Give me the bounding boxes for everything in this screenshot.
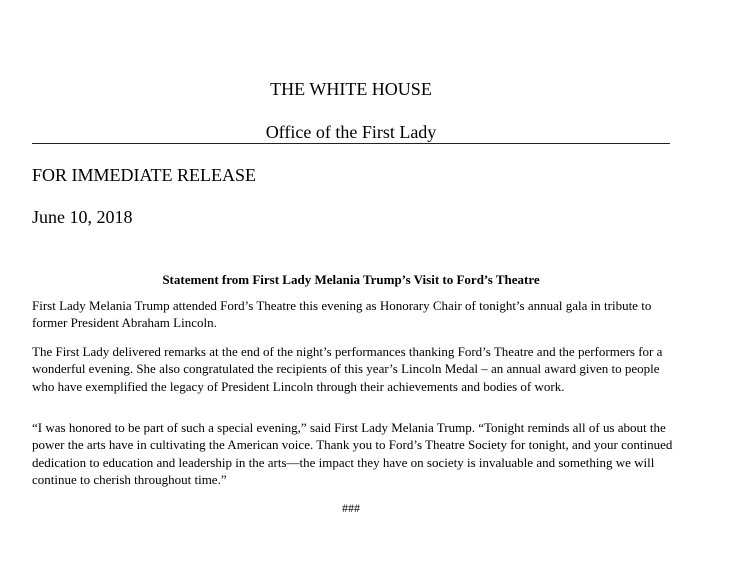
release-label: FOR IMMEDIATE RELEASE — [32, 165, 256, 185]
release-date: June 10, 2018 — [32, 207, 133, 227]
statement-paragraph: The First Lady delivered remarks at the end of the night’s performances thanking Ford’s Theatre and the performers for a wonderful evening. She also congratulated the recipients of this year’s Lincoln Medal – an annual award given to people who have exemplified the legacy of President Lincoln through their achievements and bodies of work. — [32, 344, 663, 394]
statement-paragraph: First Lady Melania Trump attended Ford’s Theatre this evening as Honorary Chair of tonight’s annual gala in tribute to former President Abraham Lincoln. — [32, 298, 652, 331]
header-divider — [32, 143, 670, 144]
office-subtitle: Office of the First Lady — [265, 122, 437, 142]
organization-title: THE WHITE HOUSE — [270, 79, 432, 99]
end-of-release-mark: ### — [342, 501, 360, 515]
statement-paragraph: “I was honored to be part of such a special evening,” said First Lady Melania Trump. “Tonight reminds all of us about the power the arts have in cultivating the American voice. Thank you to Ford’s Theatre Society for tonight, and your continued dedication to education and leadership in the arts—the impact they have on society is invaluable and something we will continue to cherish throughout time.” — [32, 420, 673, 487]
statement-headline: Statement from First Lady Melania Trump’s Visit to Ford’s Theatre — [162, 272, 540, 287]
